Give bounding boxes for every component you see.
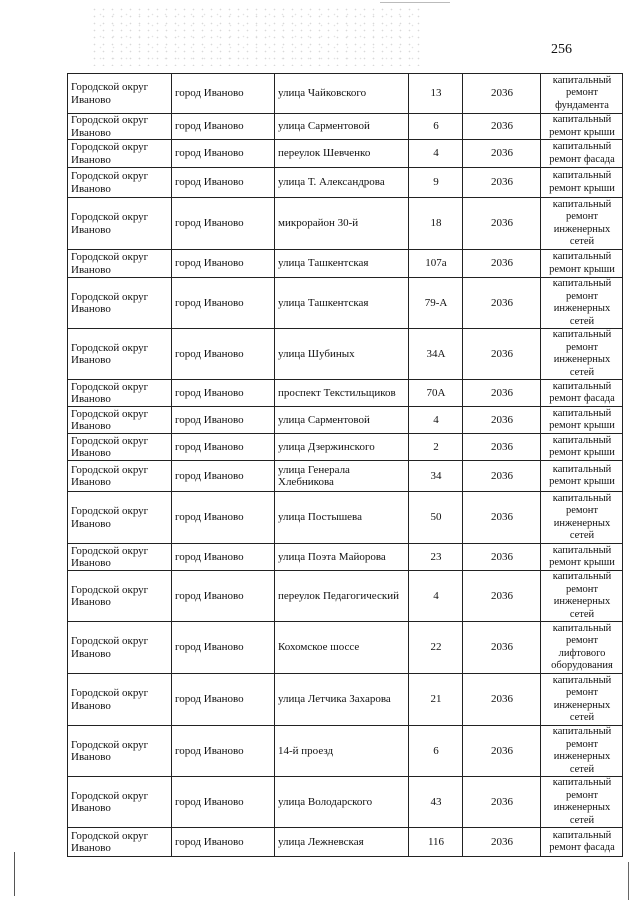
city-cell: город Иваново [172,434,275,461]
city-cell: город Иваново [172,380,275,407]
house-number-cell: 23 [409,544,463,571]
city-cell: город Иваново [172,777,275,828]
work-type-cell: капитальный ремонт фасада [541,140,623,168]
street-cell: улица Ташкентская [275,278,409,329]
house-number-cell: 6 [409,114,463,140]
table-row [68,198,623,250]
street-cell: 14-й проезд [275,726,409,777]
year-cell: 2036 [463,622,541,674]
municipality-cell: Городской округ Иваново [68,571,172,622]
municipality-cell: Городской округ Иваново [68,278,172,329]
city-cell: город Иваново [172,198,275,250]
city-cell: город Иваново [172,492,275,544]
year-cell: 2036 [463,278,541,329]
house-number-cell: 6 [409,726,463,777]
year-cell: 2036 [463,168,541,198]
table-row [68,674,623,726]
house-number-cell: 4 [409,571,463,622]
year-cell: 2036 [463,250,541,278]
street-cell: улица Сарментовой [275,407,409,434]
work-type-cell: капитальный ремонт инженерных сетей [541,278,623,329]
municipality-cell: Городской округ Иваново [68,407,172,434]
municipality-cell: Городской округ Иваново [68,329,172,380]
house-number-cell: 18 [409,198,463,250]
page-number: 256 [551,42,572,57]
street-cell: улица Дзержинского [275,434,409,461]
street-cell: улица Постышева [275,492,409,544]
year-cell: 2036 [463,74,541,114]
year-cell: 2036 [463,492,541,544]
house-number-cell: 34А [409,329,463,380]
work-type-cell: капитальный ремонт инженерных сетей [541,198,623,250]
street-cell: улица Чайковского [275,74,409,114]
municipality-cell: Городской округ Иваново [68,461,172,492]
year-cell: 2036 [463,544,541,571]
table-row [68,114,623,140]
house-number-cell: 116 [409,828,463,857]
house-number-cell: 22 [409,622,463,674]
street-cell: Кохомское шоссе [275,622,409,674]
work-type-cell: капитальный ремонт фасада [541,380,623,407]
city-cell: город Иваново [172,250,275,278]
table-row [68,250,623,278]
work-type-cell: капитальный ремонт инженерных сетей [541,777,623,828]
city-cell: город Иваново [172,726,275,777]
work-type-cell: капитальный ремонт крыши [541,407,623,434]
municipality-cell: Городской округ Иваново [68,140,172,168]
work-type-cell: капитальный ремонт лифтового оборудования [541,622,623,674]
municipality-cell: Городской округ Иваново [68,74,172,114]
year-cell: 2036 [463,329,541,380]
work-type-cell: капитальный ремонт крыши [541,250,623,278]
municipality-cell: Городской округ Иваново [68,168,172,198]
binding-mark-right [628,862,629,900]
year-cell: 2036 [463,114,541,140]
table-row [68,380,623,407]
municipality-cell: Городской округ Иваново [68,380,172,407]
municipality-cell: Городской округ Иваново [68,114,172,140]
year-cell: 2036 [463,198,541,250]
work-type-cell: капитальный ремонт инженерных сетей [541,571,623,622]
table-row [68,329,623,380]
city-cell: город Иваново [172,461,275,492]
work-type-cell: капитальный ремонт фасада [541,828,623,857]
city-cell: город Иваново [172,329,275,380]
year-cell: 2036 [463,777,541,828]
house-number-cell: 50 [409,492,463,544]
municipality-cell: Городской округ Иваново [68,726,172,777]
municipality-cell: Городской округ Иваново [68,198,172,250]
municipality-cell: Городской округ Иваново [68,250,172,278]
scan-noise [90,6,420,66]
street-cell: улица Т. Александрова [275,168,409,198]
work-type-cell: капитальный ремонт крыши [541,114,623,140]
street-cell: микрорайон 30-й [275,198,409,250]
table-row [68,622,623,674]
street-cell: улица Генерала Хлебникова [275,461,409,492]
municipality-cell: Городской округ Иваново [68,828,172,857]
street-cell: улица Поэта Майорова [275,544,409,571]
city-cell: город Иваново [172,140,275,168]
house-number-cell: 9 [409,168,463,198]
street-cell: проспект Текстильщиков [275,380,409,407]
street-cell: переулок Шевченко [275,140,409,168]
house-number-cell: 43 [409,777,463,828]
house-number-cell: 79-А [409,278,463,329]
city-cell: город Иваново [172,828,275,857]
municipality-cell: Городской округ Иваново [68,434,172,461]
house-number-cell: 34 [409,461,463,492]
street-cell: улица Лежневская [275,828,409,857]
repair-schedule-table [67,73,623,857]
street-cell: улица Шубиных [275,329,409,380]
year-cell: 2036 [463,571,541,622]
house-number-cell: 21 [409,674,463,726]
house-number-cell: 4 [409,407,463,434]
year-cell: 2036 [463,434,541,461]
street-cell: переулок Педагогический [275,571,409,622]
work-type-cell: капитальный ремонт инженерных сетей [541,674,623,726]
table-row [68,407,623,434]
binding-mark [14,852,15,896]
work-type-cell: капитальный ремонт фундамента [541,74,623,114]
municipality-cell: Городской округ Иваново [68,492,172,544]
table-row [68,461,623,492]
work-type-cell: капитальный ремонт инженерных сетей [541,492,623,544]
city-cell: город Иваново [172,278,275,329]
table-row [68,278,623,329]
table-body [68,74,623,857]
year-cell: 2036 [463,407,541,434]
table-row [68,492,623,544]
table-row [68,434,623,461]
table-row [68,168,623,198]
year-cell: 2036 [463,674,541,726]
table-row [68,726,623,777]
municipality-cell: Городской округ Иваново [68,544,172,571]
work-type-cell: капитальный ремонт крыши [541,461,623,492]
table-row [68,571,623,622]
work-type-cell: капитальный ремонт инженерных сетей [541,329,623,380]
street-cell: улица Володарского [275,777,409,828]
city-cell: город Иваново [172,168,275,198]
street-cell: улица Сарментовой [275,114,409,140]
house-number-cell: 2 [409,434,463,461]
city-cell: город Иваново [172,571,275,622]
city-cell: город Иваново [172,622,275,674]
municipality-cell: Городской округ Иваново [68,674,172,726]
street-cell: улица Летчика Захарова [275,674,409,726]
street-cell: улица Ташкентская [275,250,409,278]
year-cell: 2036 [463,140,541,168]
municipality-cell: Городской округ Иваново [68,777,172,828]
table-row [68,74,623,114]
year-cell: 2036 [463,380,541,407]
city-cell: город Иваново [172,674,275,726]
year-cell: 2036 [463,726,541,777]
city-cell: город Иваново [172,544,275,571]
city-cell: город Иваново [172,74,275,114]
scan-line [380,2,450,3]
work-type-cell: капитальный ремонт крыши [541,168,623,198]
table-row [68,544,623,571]
house-number-cell: 13 [409,74,463,114]
city-cell: город Иваново [172,114,275,140]
municipality-cell: Городской округ Иваново [68,622,172,674]
house-number-cell: 4 [409,140,463,168]
year-cell: 2036 [463,461,541,492]
house-number-cell: 107а [409,250,463,278]
city-cell: город Иваново [172,407,275,434]
table-row [68,828,623,857]
work-type-cell: капитальный ремонт инженерных сетей [541,726,623,777]
work-type-cell: капитальный ремонт крыши [541,434,623,461]
table-row [68,777,623,828]
table-row [68,140,623,168]
house-number-cell: 70А [409,380,463,407]
year-cell: 2036 [463,828,541,857]
work-type-cell: капитальный ремонт крыши [541,544,623,571]
